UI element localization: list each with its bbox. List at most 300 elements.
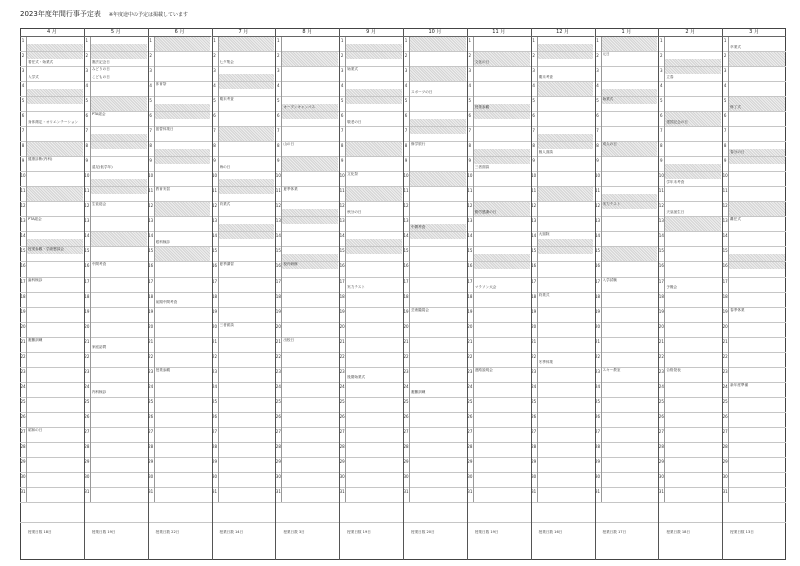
schedule-entry: 眼科検診 [155, 239, 171, 244]
page-title [20, 10, 188, 20]
day-number: 9 [596, 158, 599, 164]
day-number: 20 [20, 323, 26, 329]
day-number: 19 [467, 308, 473, 314]
day-number: 11 [594, 188, 601, 194]
day-number: 30 [403, 473, 409, 479]
day-number: 27 [20, 428, 26, 434]
day-number: 12 [467, 203, 473, 209]
schedule-entry: 海の日 [219, 164, 231, 169]
holiday-shade [154, 36, 211, 51]
day-number: 8 [596, 143, 599, 149]
month-total: 授業日数 3日 [283, 530, 305, 534]
day-number: 19 [658, 308, 664, 314]
day-number: 17 [20, 278, 26, 284]
day-number: 25 [275, 398, 281, 404]
day-number: 4 [213, 83, 216, 89]
day-number: 5 [340, 98, 344, 104]
day-number: 16 [467, 263, 473, 269]
day-number: 19 [148, 308, 154, 314]
schedule-entry: 中間考査 [91, 262, 107, 267]
day-number: 26 [148, 413, 154, 419]
day-number: 24 [211, 383, 218, 389]
day-number: 13 [467, 218, 473, 224]
day-number: 5 [21, 98, 25, 104]
day-number: 8 [149, 143, 152, 149]
day-number: 7 [660, 128, 663, 134]
schedule-entry: 進路説明会 [474, 367, 493, 372]
day-number: 18 [722, 293, 728, 299]
day-number: 3 [723, 68, 727, 74]
day-number: 30 [467, 473, 473, 479]
day-number: 29 [403, 458, 409, 464]
schedule-entry: 学年末考査 [666, 179, 685, 184]
day-number: 21 [403, 338, 409, 344]
schedule-entry: 生徒総会 [91, 202, 107, 207]
day-number: 2 [340, 53, 344, 59]
day-number: 3 [596, 68, 599, 74]
day-number: 6 [85, 113, 89, 119]
schedule-entry: 成人の日 [602, 142, 617, 147]
day-number: 14 [594, 233, 601, 239]
day-number: 16 [403, 263, 409, 269]
day-number: 29 [275, 458, 281, 464]
day-number: 15 [531, 248, 537, 254]
day-number: 15 [148, 248, 154, 254]
day-number: 31 [275, 488, 281, 494]
schedule-entry: 始業式 [602, 97, 614, 102]
day-number: 22 [339, 353, 345, 359]
day-number: 15 [20, 248, 26, 254]
day-number: 20 [467, 323, 473, 329]
day-number: 28 [594, 443, 601, 449]
schedule-entry: 授業参観 [474, 104, 490, 109]
schedule-entry: 秋分の日 [347, 209, 362, 214]
holiday-shade [218, 126, 275, 141]
day-number: 9 [85, 158, 89, 164]
day-number: 10 [84, 173, 90, 179]
schedule-entry: 修了式 [730, 104, 741, 109]
schedule-entry: 勤労感謝の日 [474, 209, 497, 214]
day-number: 30 [658, 473, 664, 479]
day-number: 22 [722, 353, 728, 359]
day-number: 5 [213, 98, 216, 104]
day-number: 2 [149, 53, 152, 59]
day-number: 27 [148, 428, 154, 434]
day-number: 15 [722, 248, 728, 254]
day-number: 27 [211, 428, 218, 434]
holiday-shade [26, 186, 83, 201]
holiday-shade [90, 96, 147, 111]
schedule-entry: 授業参観・学級懇談会 [28, 247, 64, 252]
day-number: 22 [467, 353, 473, 359]
month-total: 授業日数 17日 [602, 530, 627, 534]
day-number: 15 [339, 248, 345, 254]
day-number: 6 [660, 113, 663, 119]
day-number: 7 [723, 128, 727, 134]
holiday-shade [601, 36, 658, 51]
day-number: 21 [722, 338, 728, 344]
day-number: 19 [20, 308, 26, 314]
day-number: 10 [594, 173, 601, 179]
day-number: 9 [21, 158, 25, 164]
month-header: 8 月 [275, 28, 339, 37]
day-number: 1 [596, 38, 599, 43]
day-number: 10 [211, 173, 218, 179]
day-number: 23 [594, 368, 601, 374]
day-number: 1 [340, 38, 344, 43]
day-number: 13 [658, 218, 664, 224]
month-header: 9 月 [339, 28, 403, 37]
schedule-entry: 歯科検診 [28, 277, 43, 282]
day-divider [345, 36, 346, 502]
day-number: 5 [596, 98, 599, 104]
day-number: 27 [531, 428, 537, 434]
schedule-entry: 期末考査 [219, 97, 234, 102]
day-number: 11 [275, 188, 281, 194]
day-divider [26, 36, 27, 502]
title-note: ※年度途中の予定は掲載しています [108, 12, 189, 18]
day-number: 23 [20, 368, 26, 374]
day-number: 23 [467, 368, 473, 374]
day-number: 18 [594, 293, 601, 299]
day-number: 24 [467, 383, 473, 389]
day-number: 30 [722, 473, 728, 479]
schedule-entry: みどりの日 [91, 67, 110, 72]
holiday-shade [218, 36, 275, 51]
day-number: 14 [20, 233, 26, 239]
month-total: 授業日数 20日 [411, 530, 435, 534]
schedule-entry: 中間考査 [411, 224, 426, 229]
day-number: 29 [722, 458, 728, 464]
day-number: 28 [403, 443, 409, 449]
day-number: 31 [594, 488, 601, 494]
month-total: 授業日数 16日 [538, 530, 563, 534]
month-header: 10 月 [403, 28, 467, 37]
day-number: 11 [722, 188, 728, 194]
day-number: 16 [594, 263, 601, 269]
day-number: 31 [84, 488, 90, 494]
day-number: 28 [339, 443, 345, 449]
day-number: 26 [658, 413, 664, 419]
day-number: 17 [275, 278, 281, 284]
month-total: 授業日数 13日 [730, 530, 754, 534]
day-number: 28 [211, 443, 218, 449]
schedule-entry: 避難訓練 [28, 337, 43, 342]
schedule-entry: 夏季講習 [219, 262, 234, 267]
day-number: 14 [722, 233, 728, 239]
holiday-shade [537, 81, 594, 96]
day-number: 24 [658, 383, 664, 389]
day-number: 31 [722, 488, 728, 494]
day-divider [218, 36, 219, 502]
day-number: 28 [467, 443, 473, 449]
schedule-entry: 離任式 [730, 217, 741, 222]
schedule-entry: 合格発表 [666, 367, 681, 372]
day-number: 7 [340, 128, 344, 134]
day-number: 10 [339, 173, 345, 179]
month-total: 授業日数 18日 [666, 530, 691, 534]
day-number: 7 [277, 128, 280, 134]
day-number: 13 [211, 218, 218, 224]
day-number: 17 [84, 278, 90, 284]
day-number: 14 [467, 233, 473, 239]
day-number: 22 [148, 353, 154, 359]
day-number: 16 [84, 263, 90, 269]
day-number: 20 [594, 323, 601, 329]
day-number: 2 [213, 53, 216, 59]
schedule-entry: 卒業式 [730, 44, 741, 49]
day-number: 31 [148, 488, 154, 494]
day-number: 21 [339, 338, 345, 344]
holiday-shade [537, 186, 594, 201]
day-number: 27 [722, 428, 728, 434]
day-number: 23 [722, 368, 728, 374]
day-number: 25 [531, 398, 537, 404]
holiday-shade [26, 141, 83, 156]
day-number: 5 [85, 98, 89, 104]
day-number: 22 [275, 353, 281, 359]
day-number: 17 [211, 278, 218, 284]
day-number: 21 [84, 338, 90, 344]
schedule-entry: 大掃除 [538, 232, 550, 237]
day-number: 2 [21, 53, 25, 59]
day-number: 1 [277, 38, 280, 43]
day-number: 18 [403, 293, 409, 299]
day-number: 4 [404, 83, 408, 89]
day-number: 15 [84, 248, 90, 254]
day-number: 10 [531, 173, 537, 179]
schedule-entry: オープンキャンパス [283, 104, 316, 109]
day-number: 18 [467, 293, 473, 299]
day-number: 23 [275, 368, 281, 374]
day-number: 21 [658, 338, 664, 344]
day-number: 19 [275, 308, 281, 314]
day-number: 7 [85, 128, 89, 134]
day-number: 8 [213, 143, 216, 149]
day-number: 17 [467, 278, 473, 284]
day-number: 15 [275, 248, 281, 254]
day-number: 4 [660, 83, 663, 89]
day-number: 4 [277, 83, 280, 89]
day-number: 15 [658, 248, 664, 254]
day-number: 9 [468, 158, 472, 164]
day-number: 11 [211, 188, 218, 194]
day-number: 28 [722, 443, 728, 449]
month-total: 授業日数 22日 [155, 530, 180, 534]
schedule-entry: 体育祭 [155, 82, 167, 87]
day-number: 29 [594, 458, 601, 464]
day-number: 16 [275, 263, 281, 269]
holiday-shade [664, 216, 721, 231]
day-number: 14 [403, 233, 409, 239]
day-number: 8 [277, 143, 280, 149]
day-number: 26 [403, 413, 409, 419]
schedule-entry: PTA総会 [28, 217, 42, 222]
day-number: 3 [532, 68, 535, 74]
day-number: 13 [531, 218, 537, 224]
day-number: 2 [277, 53, 280, 59]
day-number: 19 [403, 308, 409, 314]
day-number: 1 [468, 38, 472, 43]
day-number: 7 [532, 128, 535, 134]
schedule-entry: 山の日 [283, 142, 295, 147]
day-number: 2 [468, 53, 472, 59]
day-number: 25 [211, 398, 218, 404]
day-number: 17 [594, 278, 601, 284]
day-number: 4 [723, 83, 727, 89]
day-number: 26 [211, 413, 218, 419]
day-number: 10 [722, 173, 728, 179]
holiday-shade [409, 171, 466, 186]
holiday-shade [345, 141, 402, 156]
day-number: 19 [211, 308, 218, 314]
schedule-entry: 終業式 [219, 202, 231, 207]
day-number: 30 [211, 473, 218, 479]
holiday-shade [281, 156, 338, 171]
day-number: 21 [148, 338, 154, 344]
day-number: 14 [84, 233, 90, 239]
day-number: 11 [531, 188, 537, 194]
schedule-entry: 家庭訪問 [91, 345, 107, 350]
day-number: 29 [658, 458, 664, 464]
day-number: 31 [658, 488, 664, 494]
day-number: 21 [531, 338, 537, 344]
day-number: 10 [275, 173, 281, 179]
month-header: 2 月 [658, 28, 722, 37]
day-number: 1 [660, 38, 663, 43]
day-number: 29 [531, 458, 537, 464]
schedule-entry: 入学式 [28, 74, 39, 79]
day-number: 3 [277, 68, 280, 74]
day-number: 3 [340, 68, 344, 74]
day-number: 16 [211, 263, 218, 269]
day-number: 3 [21, 68, 25, 74]
day-number: 6 [277, 113, 280, 119]
day-number: 25 [467, 398, 473, 404]
schedule-entry: マラソン大会 [474, 285, 497, 290]
day-number: 7 [468, 128, 472, 134]
holiday-shade [601, 246, 658, 261]
day-number: 13 [275, 218, 281, 224]
holiday-shade [728, 201, 785, 216]
day-number: 29 [467, 458, 473, 464]
day-number: 19 [531, 308, 537, 314]
schedule-entry: 入学試験 [602, 277, 617, 282]
schedule-entry: 冬季休業 [538, 360, 554, 365]
day-number: 6 [532, 113, 535, 119]
day-number: 4 [468, 83, 472, 89]
schedule-entry: 新年度準備 [730, 382, 749, 387]
day-number: 25 [594, 398, 601, 404]
day-number: 27 [658, 428, 664, 434]
day-number: 8 [340, 143, 344, 149]
schedule-entry: PTA総会 [91, 112, 106, 117]
day-number: 4 [340, 83, 344, 89]
day-number: 26 [594, 413, 601, 419]
schedule-entry: 文化祭 [347, 172, 358, 177]
day-number: 14 [148, 233, 154, 239]
day-number: 17 [403, 278, 409, 284]
day-number: 20 [148, 323, 154, 329]
day-number: 12 [211, 203, 218, 209]
day-number: 5 [532, 98, 535, 104]
day-divider [601, 36, 602, 502]
day-number: 8 [660, 143, 663, 149]
day-number: 24 [148, 383, 154, 389]
day-number: 25 [339, 398, 345, 404]
day-number: 29 [148, 458, 154, 464]
schedule-entry: 教育実習 [155, 187, 171, 192]
day-number: 26 [467, 413, 473, 419]
schedule-entry: 立春 [666, 74, 674, 79]
day-number: 4 [149, 83, 152, 89]
month-total: 授業日数 19日 [347, 530, 371, 534]
day-number: 29 [20, 458, 26, 464]
day-number: 8 [468, 143, 472, 149]
holiday-shade [409, 36, 466, 51]
schedule-entry: 着任式・始業式 [28, 59, 54, 64]
day-number: 24 [531, 383, 537, 389]
day-number: 5 [723, 98, 727, 104]
day-number: 15 [467, 248, 473, 254]
day-number: 6 [340, 113, 344, 119]
day-number: 28 [84, 443, 90, 449]
day-number: 31 [339, 488, 345, 494]
day-number: 26 [84, 413, 90, 419]
day-number: 20 [275, 323, 281, 329]
day-number: 19 [339, 308, 345, 314]
holiday-shade [154, 246, 211, 261]
day-number: 15 [403, 248, 409, 254]
day-number: 18 [20, 293, 26, 299]
day-number: 12 [722, 203, 728, 209]
schedule-entry: 天皇誕生日 [666, 209, 685, 214]
day-number: 13 [403, 218, 409, 224]
day-number: 12 [148, 203, 154, 209]
day-number: 27 [403, 428, 409, 434]
month-total: 授業日数 19日 [91, 530, 116, 534]
day-number: 4 [21, 83, 25, 89]
title-text: 2023年度年間行事予定表 [20, 10, 101, 18]
day-number: 9 [213, 158, 216, 164]
day-number: 11 [658, 188, 664, 194]
day-number: 22 [403, 353, 409, 359]
day-number: 9 [660, 158, 663, 164]
day-number: 13 [722, 218, 728, 224]
day-number: 26 [722, 413, 728, 419]
schedule-entry: 三者面談 [219, 322, 234, 327]
day-number: 20 [531, 323, 537, 329]
day-number: 2 [596, 53, 599, 59]
day-number: 6 [723, 113, 727, 119]
day-number: 19 [84, 308, 90, 314]
day-number: 4 [596, 83, 599, 89]
day-number: 7 [149, 128, 152, 134]
day-number: 8 [85, 143, 89, 149]
day-number: 28 [531, 443, 537, 449]
day-number: 20 [403, 323, 409, 329]
day-number: 2 [723, 53, 727, 59]
day-number: 25 [403, 398, 409, 404]
schedule-entry: 夏季休業 [283, 187, 298, 192]
day-number: 23 [403, 368, 409, 374]
day-number: 31 [211, 488, 218, 494]
day-number: 1 [213, 38, 216, 43]
day-number: 22 [658, 353, 664, 359]
day-number: 20 [722, 323, 728, 329]
day-number: 20 [211, 323, 218, 329]
day-divider [409, 36, 410, 502]
